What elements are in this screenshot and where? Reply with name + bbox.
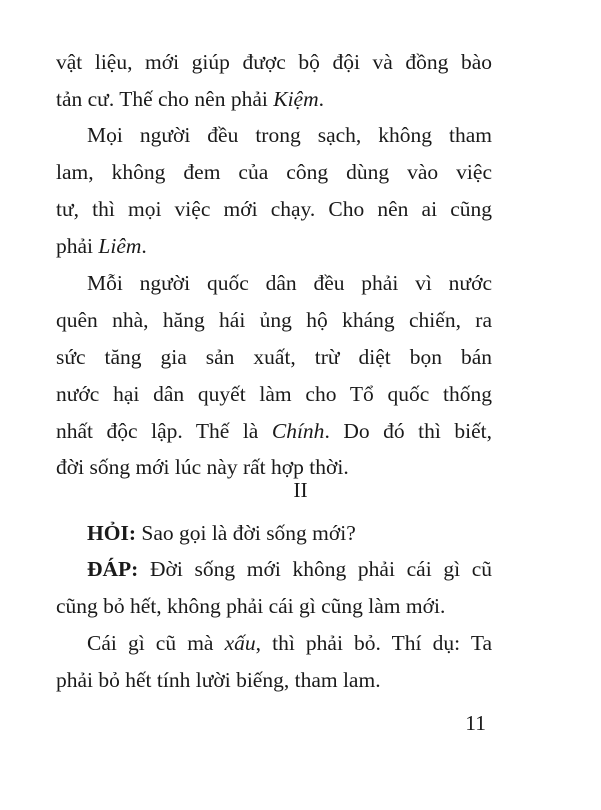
text: phải bỏ hết tính lười biếng, tham lam. (56, 668, 381, 692)
answer-label: ĐÁP: (87, 557, 139, 581)
text-line (56, 593, 492, 619)
text: . (141, 234, 147, 258)
text: . Do đó thì biết, (324, 419, 492, 443)
section-heading: II (293, 478, 308, 502)
text: Mọi người đều trong sạch, không tham (87, 123, 492, 147)
text: nhất độc lập. Thế là (56, 419, 272, 443)
text: tản cư. Thế cho nên phải (56, 87, 274, 111)
text-line (56, 233, 492, 259)
question-label: HỎI: (87, 521, 136, 545)
text: nước hại dân quyết làm cho Tổ quốc thống (56, 382, 492, 406)
text-line (56, 418, 492, 444)
text: . (318, 87, 324, 111)
text-line (56, 270, 492, 296)
emphasis-liem: Liêm (98, 234, 142, 258)
text: Mỗi người quốc dân đều phải vì nước (87, 271, 492, 295)
text: quên nhà, hăng hái ủng hộ kháng chiến, ra (56, 308, 492, 332)
text-line (56, 122, 492, 148)
text-line (56, 667, 492, 693)
text-line (56, 344, 492, 370)
emphasis-chinh: Chính (271, 419, 325, 443)
page-number: 11 (465, 711, 486, 735)
text: sức tăng gia sản xuất, trừ diệt bọn bán (56, 345, 492, 369)
question-line (56, 520, 492, 546)
text-line (56, 49, 492, 75)
text: Cái gì cũ mà (87, 631, 225, 655)
answer-line (56, 556, 492, 582)
text: Đời sống mới không phải cái gì cũ (138, 557, 492, 581)
emphasis-kiem: Kiệm (273, 87, 319, 111)
text-line (56, 630, 492, 656)
text: tư, thì mọi việc mới chạy. Cho nên ai cũng (56, 197, 492, 221)
emphasis-xau: xấu (224, 631, 256, 655)
text-line (56, 159, 492, 185)
text: , thì phải bỏ. Thí dụ: Ta (255, 631, 492, 655)
text-line (56, 381, 492, 407)
text-line (56, 196, 492, 222)
text: lam, không đem của công dùng vào việc (56, 160, 492, 184)
text: vật liệu, mới giúp được bộ đội và đồng bào (56, 50, 492, 74)
text: đời sống mới lúc này rất hợp thời. (56, 455, 349, 479)
text: cũng bỏ hết, không phải cái gì cũng làm mới. (56, 594, 446, 618)
text-line (56, 86, 492, 112)
text-line (56, 307, 492, 333)
text: phải (56, 234, 99, 258)
text: Sao gọi là đời sống mới? (135, 521, 356, 545)
